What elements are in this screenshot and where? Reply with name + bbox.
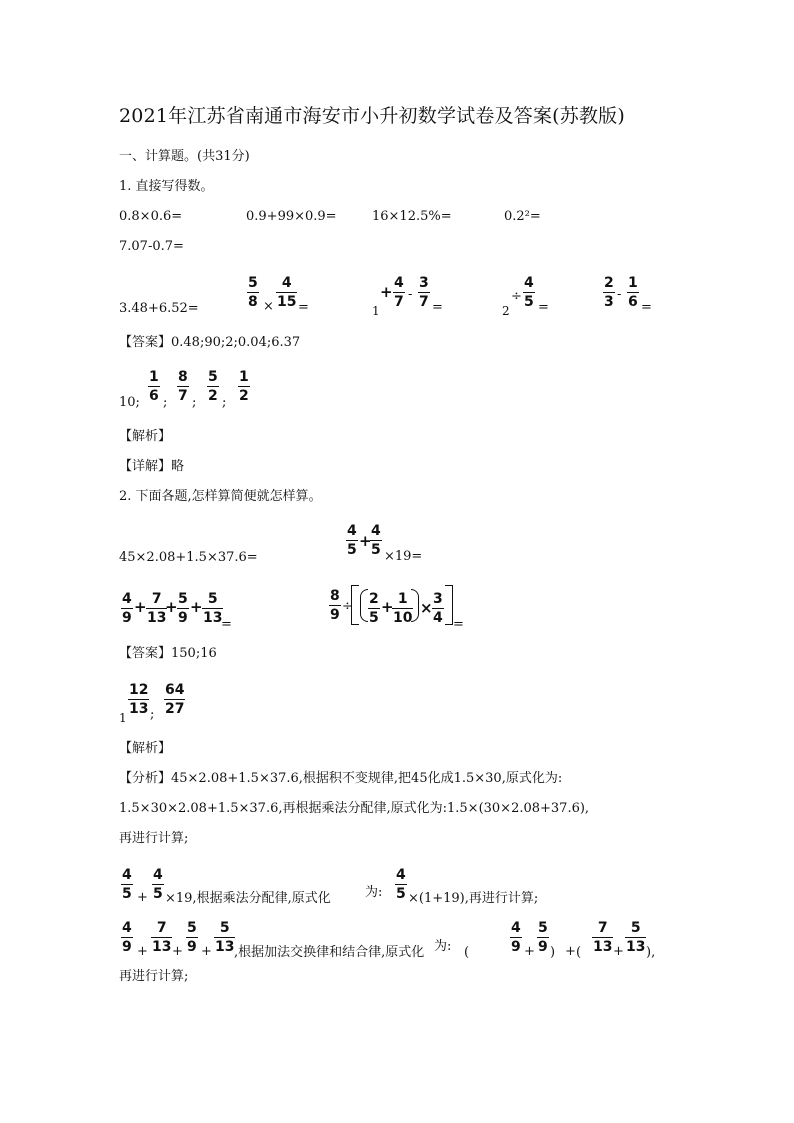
semicolon: ; <box>192 395 197 410</box>
right-square-bracket <box>445 585 453 625</box>
expr-q1-a: 0.8×0.6= <box>119 209 183 224</box>
left-parenthesis <box>360 589 368 622</box>
fraction-7-13: $\frac{7}{13}$ <box>147 591 167 626</box>
question-1-label: 1. 直接写得数。 <box>119 179 214 194</box>
plus-sign: + <box>172 944 183 959</box>
fraction-5-13: $\frac{5}{13}$ <box>626 920 646 955</box>
answer-fraction-64-27: $\frac{64}{27}$ <box>165 682 185 717</box>
whole-number-2: 2 <box>502 304 510 318</box>
fraction-4-9: $\frac{4}{9}$ <box>511 920 521 955</box>
fraction-5-9: $\frac{5}{9}$ <box>187 920 197 955</box>
semicolon: ; <box>163 395 168 410</box>
whole-number-1: 1 <box>119 711 127 725</box>
fraction-1-6: $\frac{1}{6}$ <box>628 275 638 310</box>
analysis-line-2: 1.5×30×2.08+1.5×37.6,再根据乘法分配律,原式化为:1.5×(30×2.08+37.6), <box>119 801 590 816</box>
divide-sign: ÷ <box>342 599 353 614</box>
plus-sign: + <box>613 944 624 959</box>
analysis-heading: 【解析】 <box>119 741 172 756</box>
fraction-4-5: $\frac{4}{5}$ <box>347 523 357 558</box>
plus-sign: + <box>524 944 535 959</box>
whole-number-1: 1 <box>372 304 380 318</box>
right-parenthesis: ) <box>550 945 556 960</box>
plus-sign: + <box>201 944 212 959</box>
semicolon: ; <box>222 395 227 410</box>
right-parenthesis <box>411 589 419 622</box>
expr-q2-b-tail: ×19= <box>384 549 423 564</box>
plus-sign: + <box>381 598 394 616</box>
fraction-5-9: $\frac{5}{9}$ <box>538 920 548 955</box>
plus-sign: + <box>565 944 576 959</box>
fraction-5-13: $\frac{5}{13}$ <box>203 591 223 626</box>
analysis-heading: 【解析】 <box>119 429 172 444</box>
times-sign: × <box>263 299 274 314</box>
analysis-line-5-tail: ), <box>646 945 656 960</box>
answer-fraction-12-13: $\frac{12}{13}$ <box>129 682 149 717</box>
plus-sign: + <box>359 532 372 550</box>
fraction-4-5: $\frac{4}{5}$ <box>153 867 163 902</box>
fraction-4-5: $\frac{4}{5}$ <box>371 523 381 558</box>
expr-q2-a: 45×2.08+1.5×37.6= <box>119 550 258 565</box>
analysis-line-4: ×19,根据乘法分配律,原式化 <box>165 891 331 906</box>
times-sign: × <box>420 599 433 617</box>
expr-q1-b: 0.9+99×0.9= <box>246 209 337 224</box>
expr-q1-d: 0.2²= <box>504 209 541 224</box>
analysis-line-3: 再进行计算; <box>119 831 189 846</box>
fraction-4-5: $\frac{4}{5}$ <box>396 867 406 902</box>
answer-fraction: $\frac{1}{2}$ <box>239 369 249 404</box>
fraction-4-9: $\frac{4}{9}$ <box>122 920 132 955</box>
analysis-line-5-wei: 为: <box>434 939 452 954</box>
answer-q1-lead: 10; <box>119 395 140 410</box>
equals-sign: = <box>641 300 652 315</box>
equals-sign: = <box>432 300 443 315</box>
left-parenthesis: ( <box>576 945 582 960</box>
equals-sign: = <box>538 300 549 315</box>
analysis-line-6: 再进行计算; <box>119 969 189 984</box>
fraction-4-9: $\frac{4}{9}$ <box>122 591 132 626</box>
answer-fraction: $\frac{8}{7}$ <box>178 369 188 404</box>
analysis-line-4-wei: 为: <box>365 885 383 900</box>
fraction-7-13: $\frac{7}{13}$ <box>152 920 172 955</box>
expr-q1-f: 3.48+6.52= <box>119 301 199 316</box>
left-parenthesis: ( <box>464 945 470 960</box>
plus-sign: + <box>134 598 147 616</box>
fraction-2-3: $\frac{2}{3}$ <box>604 275 614 310</box>
fraction-2-5: $\frac{2}{5}$ <box>369 591 379 626</box>
fraction-4-5: $\frac{4}{5}$ <box>122 867 132 902</box>
semicolon: ; <box>150 707 155 722</box>
equals-sign: = <box>221 617 232 632</box>
section-heading: 一、计算题。(共31分) <box>119 149 250 164</box>
answer-q1: 【答案】0.48;90;2;0.04;6.37 <box>119 335 301 350</box>
equals-sign: = <box>453 617 464 632</box>
plus-sign: + <box>137 890 148 905</box>
left-square-bracket <box>351 585 359 625</box>
plus-sign: + <box>165 598 178 616</box>
fraction-7-13: $\frac{7}{13}$ <box>593 920 613 955</box>
minus-sign: - <box>408 287 413 302</box>
detail-text: 【详解】略 <box>119 459 185 474</box>
equals-sign: = <box>298 300 309 315</box>
answer-fraction: $\frac{5}{2}$ <box>208 369 218 404</box>
fraction-1-10: $\frac{1}{10}$ <box>393 591 413 626</box>
analysis-line-4-tail: ×(1+19),再进行计算; <box>408 891 539 906</box>
fraction-5-8: $\frac{5}{8}$ <box>248 275 258 310</box>
divide-sign: ÷ <box>511 289 522 304</box>
page-title: 2021年江苏省南通市海安市小升初数学试卷及答案(苏教版) <box>119 105 625 127</box>
fraction-5-9: $\frac{5}{9}$ <box>178 591 188 626</box>
fraction-8-9: $\frac{8}{9}$ <box>330 588 340 623</box>
fraction-3-7: $\frac{3}{7}$ <box>419 275 429 310</box>
expr-q1-c: 16×12.5%= <box>372 209 452 224</box>
fraction-4-15: $\frac{4}{15}$ <box>277 275 297 310</box>
fraction-4-5: $\frac{4}{5}$ <box>524 275 534 310</box>
plus-sign: + <box>380 283 393 301</box>
fraction-4-7: $\frac{4}{7}$ <box>394 275 404 310</box>
minus-sign: - <box>617 287 622 302</box>
plus-sign: + <box>137 944 148 959</box>
fraction-5-13: $\frac{5}{13}$ <box>215 920 235 955</box>
analysis-line-5: ,根据加法交换律和结合律,原式化 <box>234 945 425 960</box>
answer-fraction: $\frac{1}{6}$ <box>149 369 159 404</box>
expr-q1-e: 7.07-0.7= <box>119 239 184 254</box>
analysis-line-1: 【分析】45×2.08+1.5×37.6,根据积不变规律,把45化成1.5×30,原式化为: <box>119 771 563 786</box>
question-2-label: 2. 下面各题,怎样算简便就怎样算。 <box>119 489 322 504</box>
answer-q2: 【答案】150;16 <box>119 646 217 661</box>
plus-sign: + <box>190 598 203 616</box>
fraction-3-4: $\frac{3}{4}$ <box>433 591 443 626</box>
